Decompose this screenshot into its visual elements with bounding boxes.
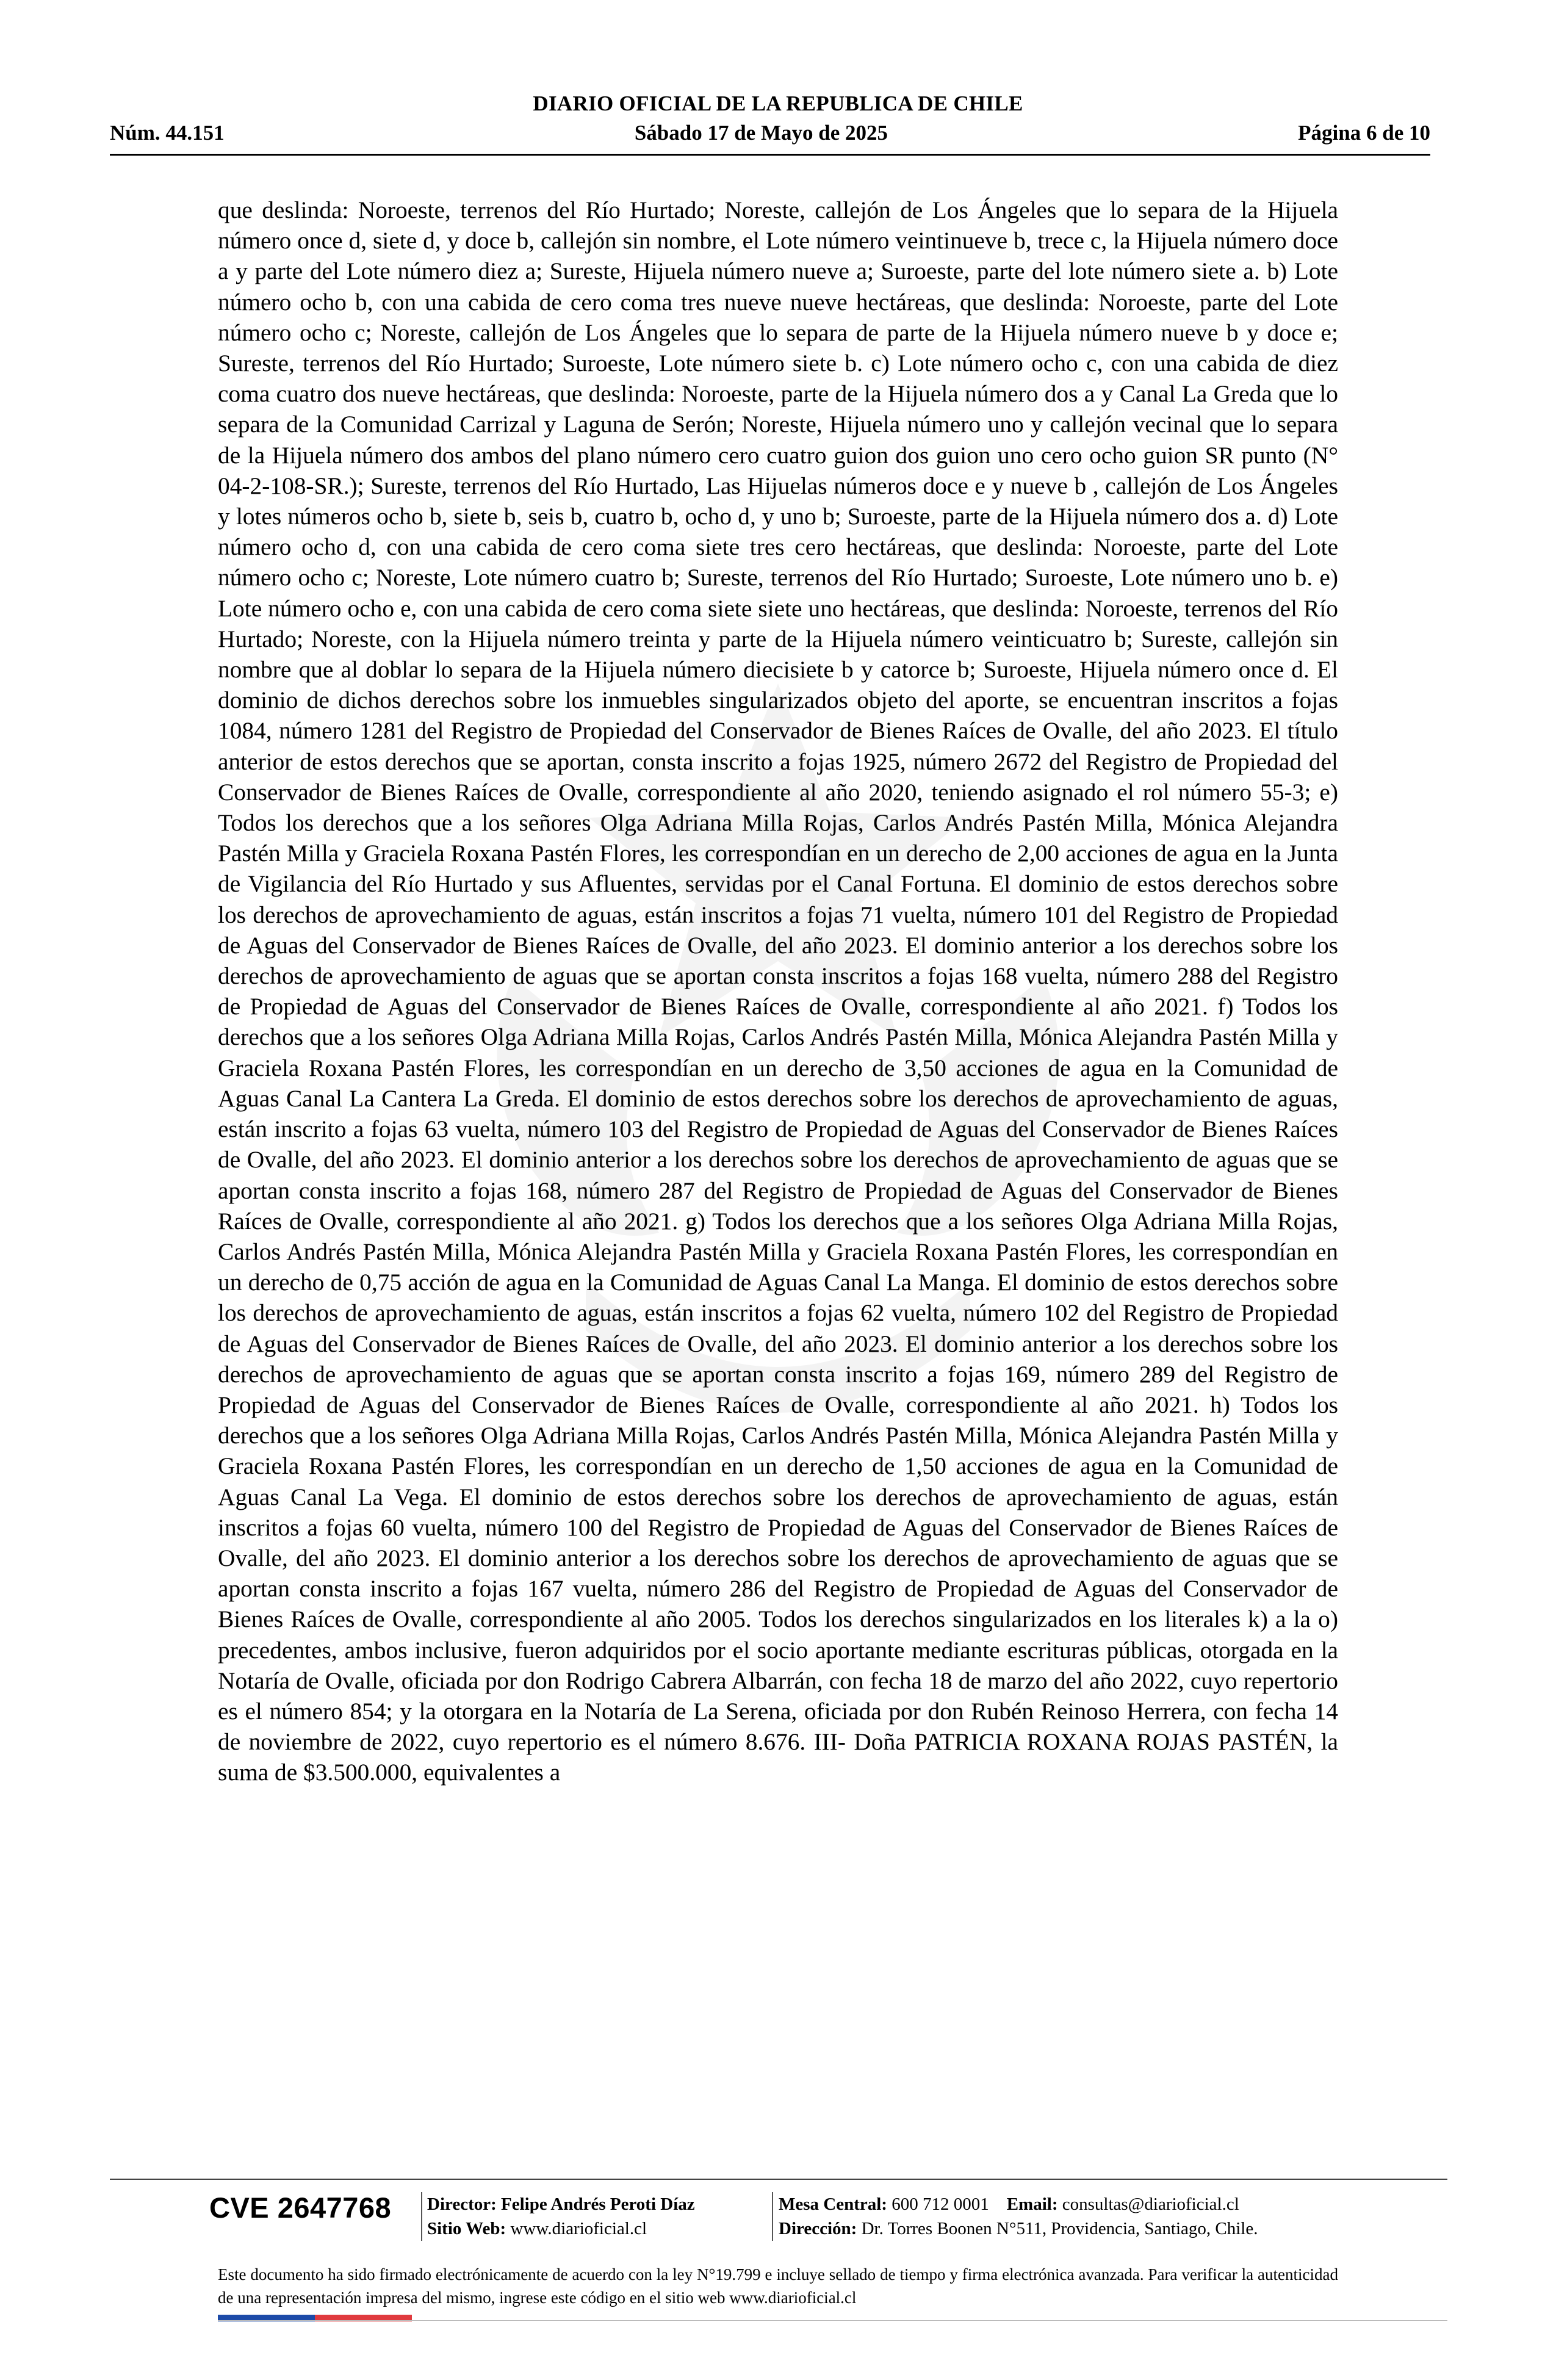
website-link[interactable]: www.diarioficial.cl — [510, 2219, 647, 2238]
page-indicator: Página 6 de 10 — [1298, 121, 1430, 145]
signature-note: Este documento ha sido firmado electrónicamente de acuerdo con la ley N°19.799 e incluye sellado de tiempo y firma electrónica avanzada. Para verificar la autenticidad de una representación impresa del mismo, ingrese este código en el sitio web www.diarioficial.cl — [218, 2265, 1338, 2307]
email-link[interactable]: consultas@diarioficial.cl — [1062, 2194, 1239, 2214]
address-label: Dirección: — [779, 2219, 857, 2238]
director-name: Felipe Andrés Peroti Díaz — [501, 2194, 695, 2214]
publication-title: DIARIO OFICIAL DE LA REPUBLICA DE CHILE — [533, 92, 1023, 115]
email-label: Email: — [1006, 2194, 1058, 2214]
header-row — [110, 121, 1430, 145]
phone-label: Mesa Central: — [779, 2194, 887, 2214]
header-divider — [110, 154, 1430, 156]
issue-number: Núm. 44.151 — [110, 121, 225, 145]
phone-number: 600 712 0001 — [891, 2194, 989, 2214]
footer-director-block — [427, 2192, 695, 2241]
body-paragraph: que deslinda: Noroeste, terrenos del Río Hurtado; Noreste, callejón de Los Ángeles que lo separa de la Hijuela número once d, siete d, y doce b, callejón sin nombre, el Lote número veintinueve b, trece c, la Hijuela número doce a y parte del Lote número diez a; Sureste, Hijuela número nueve a; Suroeste, parte del lote número siete a. b) Lote número ocho b, con una cabida de cero coma tres nueve nueve hectáreas, que deslinda: Noroeste, parte del Lote número ocho c; Noreste, callejón de Los Ángeles que lo separa de parte de la Hijuela número nueve b y doce e; Sureste, terrenos del Río Hurtado; Suroeste, Lote número siete b. c) Lote número ocho c, con una cabida de diez coma cuatro dos nueve hectáreas, que deslinda: Noroeste, parte de la Hijuela número dos a y Canal La Greda que lo separa de la Comunidad Carrizal y Laguna de Serón; Noreste, Hijuela número uno y callejón vecinal que lo separa de la Hijuela número dos ambos del plano número cero cuatro guion dos guion uno cero ocho guion SR punto (N° 04-2-108-SR.); Sureste, terrenos del Río Hurtado, Las Hijuelas números doce e y nueve b , callejón de Los Ángeles y lotes números ocho b, siete b, seis b, cuatro b, ocho d, y uno b; Suroeste, parte de la Hijuela número dos a. d) Lote número ocho d, con una cabida de cero coma siete tres cero hectáreas, que deslinda: Noroeste, parte del Lote número ocho c; Noreste, Lote número cuatro b; Sureste, terrenos del Río Hurtado; Suroeste, Lote número uno b. e) Lote número ocho e, con una cabida de cero coma siete siete uno hectáreas, que deslinda: Noroeste, terrenos del Río Hurtado; Noreste, con la Hijuela número treinta y parte de la Hijuela número veinticuatro b; Sureste, callejón sin nombre que al doblar lo separa de la Hijuela número diecisiete b y catorce b; Suroeste, Hijuela número once d. El dominio de dichos derechos sobre los inmuebles singularizados objeto del aporte, se encuentran inscritos a fojas 1084, número 1281 del Registro de Propiedad del Conservador de Bienes Raíces de Ovalle, del año 2023. El título anterior de estos derechos que se aportan, consta inscrito a fojas 1925, número 2672 del Registro de Propiedad del Conservador de Bienes Raíces de Ovalle, correspondiente al año 2020, teniendo asignado el rol número 55-3; e) Todos los derechos que a los señores Olga Adriana Milla Rojas, Carlos Andrés Pastén Milla, Mónica Alejandra Pastén Milla y Graciela Roxana Pastén Flores, les correspondían en un derecho de 2,00 acciones de agua en la Junta de Vigilancia del Río Hurtado y sus Afluentes, servidas por el Canal Fortuna. El dominio de estos derechos sobre los derechos de aprovechamiento de aguas, están inscritos a fojas 71 vuelta, número 101 del Registro de Propiedad de Aguas del Conservador de Bienes Raíces de Ovalle, del año 2023. El dominio anterior a los derechos sobre los derechos de aprovechamiento de aguas que se aportan consta inscritos a fojas 168 vuelta, número 288 del Registro de Propiedad de Aguas del Conservador de Bienes Raíces de Ovalle, correspondiente al año 2021. f) Todos los derechos que a los señores Olga Adriana Milla Rojas, Carlos Andrés Pastén Milla, Mónica Alejandra Pastén Milla y Graciela Roxana Pastén Flores, les correspondían en un derecho de 3,50 acciones de agua en la Comunidad de Aguas Canal La Cantera La Greda. El dominio de estos derechos sobre los derechos de aprovechamiento de aguas, están inscrito a fojas 63 vuelta, número 103 del Registro de Propiedad de Aguas del Conservador de Bienes Raíces de Ovalle, del año 2023. El dominio anterior a los derechos sobre los derechos de aprovechamiento de aguas que se aportan consta inscrito a fojas 168, número 287 del Registro de Propiedad de Aguas del Conservador de Bienes Raíces de Ovalle, correspondiente al año 2021. g) Todos los derechos que a los señores Olga Adriana Milla Rojas, Carlos Andrés Pastén Milla, Mónica Alejandra Pastén Milla y Graciela Roxana Pastén Flores, les correspondían en un derecho de 0,75 acción de agua en la Comunidad de Aguas Canal La Manga. El dominio de estos derechos sobre los derechos de aprovechamiento de aguas, están inscritos a fojas 62 vuelta, número 102 del Registro de Propiedad de Aguas del Conservador de Bienes Raíces de Ovalle, del año 2023. El dominio anterior a los derechos sobre los derechos de aprovechamiento de aguas que se aportan consta inscrito a fojas 169, número 289 del Registro de Propiedad de Aguas del Conservador de Bienes Raíces de Ovalle, correspondiente al año 2021. h) Todos los derechos que a los señores Olga Adriana Milla Rojas, Carlos Andrés Pastén Milla, Mónica Alejandra Pastén Milla y Graciela Roxana Pastén Flores, les correspondían en un derecho de 1,50 acciones de agua en la Comunidad de Aguas Canal La Vega. El dominio de estos derechos sobre los derechos de aprovechamiento de aguas, están inscritos a fojas 60 vuelta, número 100 del Registro de Propiedad de Aguas del Conservador de Bienes Raíces de Ovalle, del año 2023. El dominio anterior a los derechos sobre los derechos de aprovechamiento de aguas que se aportan consta inscrito a fojas 167 vuelta, número 286 del Registro de Propiedad de Aguas del Conservador de Bienes Raíces de Ovalle, correspondiente al año 2005. Todos los derechos singularizados en los literales k) a la o) precedentes, ambos inclusive, fueron adquiridos por el socio aportante mediante escrituras públicas, otorgada en la Notaría de Ovalle, oficiada por don Rodrigo Cabrera Albarrán, con fecha 18 de marzo del año 2022, cuyo repertorio es el número 854; y la otorgara en la Notaría de La Serena, oficiada por don Rubén Reinoso Herrera, con fecha 14 de noviembre de 2022, cuyo repertorio es el número 8.676. III- Doña PATRICIA ROXANA ROJAS PASTÉN, la suma de $3.500.000, equivalentes a — [218, 197, 1338, 1786]
address-value: Dr. Torres Boonen N°511, Providencia, Santiago, Chile. — [861, 2219, 1258, 2238]
footer-separator — [772, 2192, 773, 2241]
footer-separator — [421, 2192, 422, 2241]
footer-divider — [110, 2179, 1447, 2180]
bottom-divider — [218, 2320, 1447, 2321]
director-label: Director: — [427, 2194, 497, 2214]
footer-contact-block — [779, 2192, 1258, 2241]
website-label: Sitio Web: — [427, 2219, 506, 2238]
cve-code: CVE 2647768 — [209, 2191, 392, 2224]
issue-date: Sábado 17 de Mayo de 2025 — [634, 121, 888, 145]
